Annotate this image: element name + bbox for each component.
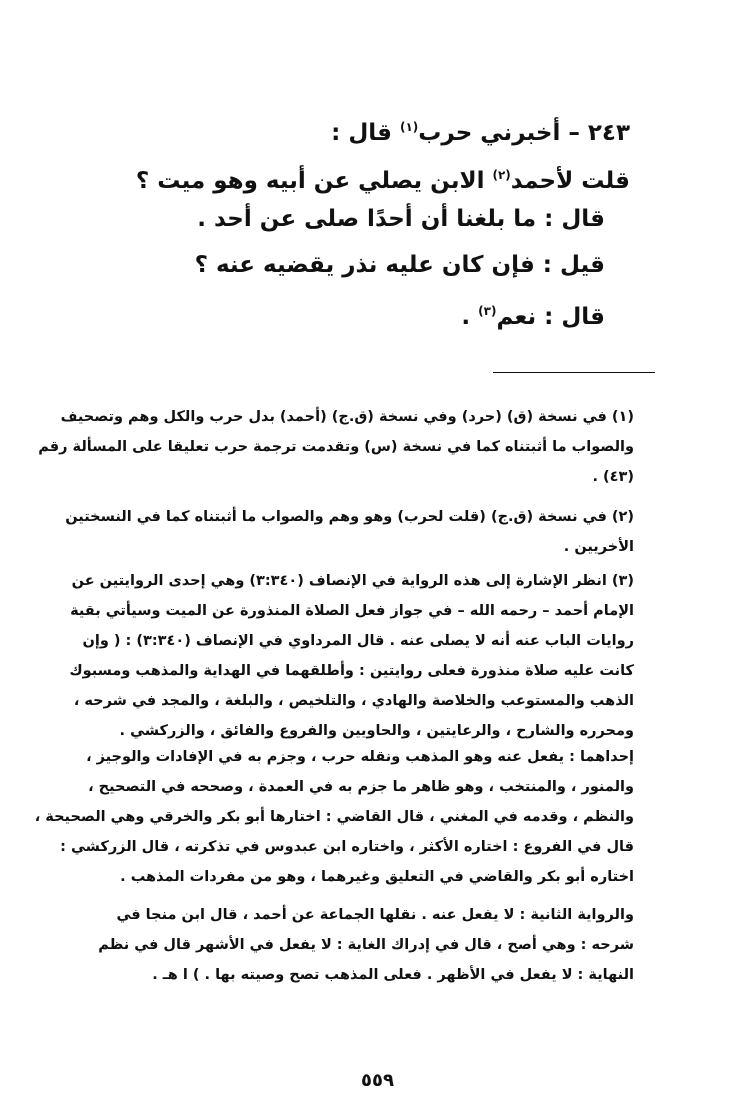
footnote-separator (493, 372, 655, 373)
footnote-line: شرحه : وهي أصح ، قال في إدراك الغاية : لا يفعل في الأشهر قال في نظم (98, 937, 634, 953)
footnote-line: (٣) انظر الإشارة إلى هذه الرواية في الإنصاف (٣:٣٤٠) وهي إحدى الروايتين عن (71, 573, 634, 589)
footnote-line: كانت عليه صلاة منذورة فعلى روايتين : وأطلقهما في الهداية والمذهب ومسبوك (69, 663, 634, 679)
footnote-line: الذهب والمستوعب والخلاصة والهادي ، والتلخيص ، والبلغة ، والمجد في شرحه ، (73, 693, 634, 709)
footnote-2 (65, 502, 634, 562)
footnote-line: اختاره أبو بكر والقاضي في التعليق وغيرهما ، وهو من مفردات المذهب . (120, 869, 634, 885)
hadith-text: قال : ما بلغنا أن أحدًا صلى عن أحد . (197, 206, 605, 232)
hadith-line-2 (135, 160, 630, 196)
footnote-line: قال في الفروع : اختاره الأكثر ، واختاره ابن عبدوس في تذكرته ، قال الزركشي : (60, 839, 634, 855)
footnote-ref-3[interactable]: (٣) (478, 304, 497, 318)
footnote-line: الإمام أحمد – رحمه الله – في جواز فعل الصلاة المنذورة عن الميت وسيأتي بقية (70, 603, 634, 619)
hadith-text: . (461, 304, 479, 330)
footnote-line: والرواية الثانية : لا يفعل عنه . نقلها الجماعة عن أحمد ، قال ابن منجا في (116, 907, 634, 923)
footnote-line: والنظم ، وقدمه في المغني ، قال القاضي : اختارها أبو بكر والخرقي وهي الصحيحة ، (34, 809, 634, 825)
footnote-line: روايات الباب عنه أنه لا يصلى عنه . قال المرداوي في الإنصاف (٣:٣٤٠) : ( وإن (82, 633, 634, 649)
footnote-line: (٤٣) . (592, 469, 634, 485)
footnote-ref-2[interactable]: (٢) (492, 168, 511, 182)
footnote-line: إحداهما : يفعل عنه وهو المذهب ونقله حرب ، وجزم به في الإفادات والوجيز ، (86, 749, 634, 765)
footnote-line: الأخريين . (563, 539, 634, 555)
footnote-line: (٢) في نسخة (ق.ج) (قلت لحرب) وهو وهم والصواب ما أثبتناه كما في النسختين (65, 509, 634, 525)
footnote-3 (69, 566, 634, 746)
hadith-line-4 (180, 250, 605, 280)
page-number: ٥٥٩ (361, 1070, 394, 1091)
footnote-3-first-opinion (34, 742, 634, 892)
hadith-line-5 (180, 296, 605, 332)
hadith-text: قلت لأحمد (510, 168, 630, 194)
hadith-text: قال : (331, 120, 400, 146)
footnote-line: (١) في نسخة (ق) (حرد) وفي نسخة (ق.ج) (أحمد) بدل حرب والكل وهم وتصحيف (60, 409, 634, 425)
footnote-1 (38, 402, 634, 492)
hadith-text: الابن يصلي عن أبيه وهو ميت ؟ (135, 168, 493, 194)
footnote-line: والصواب ما أثبتناه كما في نسخة (س) وتقدمت ترجمة حرب تعليقا على المسألة رقم (38, 439, 634, 455)
hadith-text: قيل : فإن كان عليه نذر يقضيه عنه ؟ (194, 252, 605, 278)
footnote-line: ومحرره والشارح ، والرعايتين ، والحاويين والفروع والفائق ، والزركشي . (119, 723, 634, 739)
hadith-text: قال : نعم (496, 304, 605, 330)
hadith-line-1 (180, 112, 630, 148)
hadith-line-3 (180, 204, 605, 234)
footnote-ref-1[interactable]: (١) (399, 120, 419, 134)
footnote-3-second-opinion (98, 900, 634, 990)
footnote-line: والمنور ، والمنتخب ، وهو ظاهر ما جزم به في العمدة ، وصححه في التصحيح ، (88, 779, 634, 795)
footnote-line: النهاية : لا يفعل في الأظهر . فعلى المذهب تصح وصيته بها . ) ا هـ . (152, 967, 634, 983)
hadith-text: ٢٤٣ – أخبرني حرب (418, 120, 630, 146)
